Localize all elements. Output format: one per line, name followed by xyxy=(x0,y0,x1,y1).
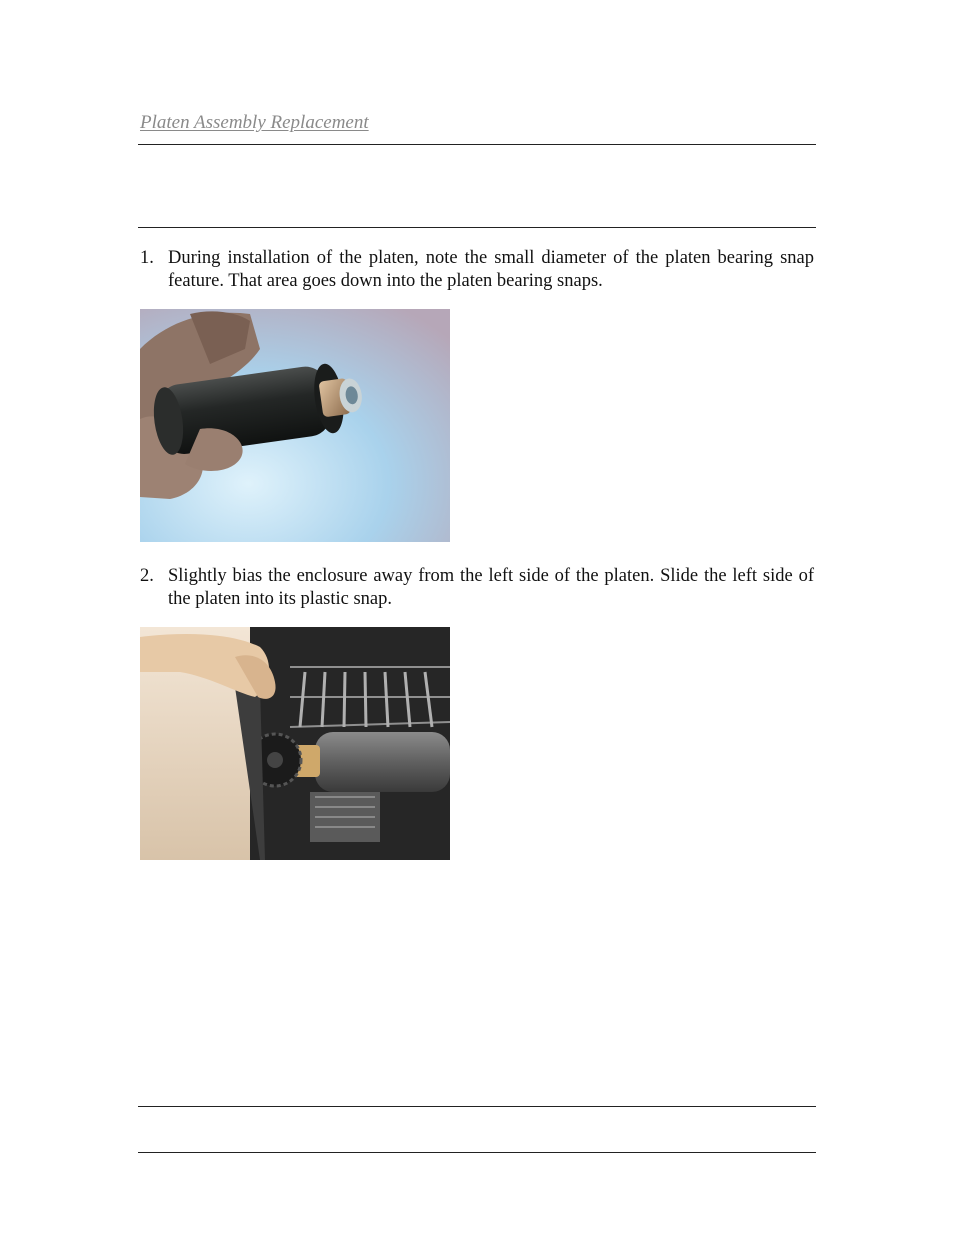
platen-bearing-photo xyxy=(140,309,450,542)
step-text: During installation of the platen, note the small diameter of the platen bearing snap feature. That area goes down into the platen bearing snaps. xyxy=(168,248,814,291)
step-1 xyxy=(140,247,814,293)
section-rule xyxy=(138,227,816,228)
footer-rule-bottom xyxy=(138,1152,816,1153)
header-rule xyxy=(138,144,816,145)
step-2 xyxy=(140,565,814,611)
footer-rule-top xyxy=(138,1106,816,1107)
step-number: 2. xyxy=(140,566,154,586)
platen-snap-install-photo xyxy=(140,627,450,860)
page-header-title: Platen Assembly Replacement xyxy=(140,112,369,133)
step-text: Slightly bias the enclosure away from the left side of the platen. Slide the left side of the platen into its plastic snap. xyxy=(168,566,814,609)
step-number: 1. xyxy=(140,248,154,268)
